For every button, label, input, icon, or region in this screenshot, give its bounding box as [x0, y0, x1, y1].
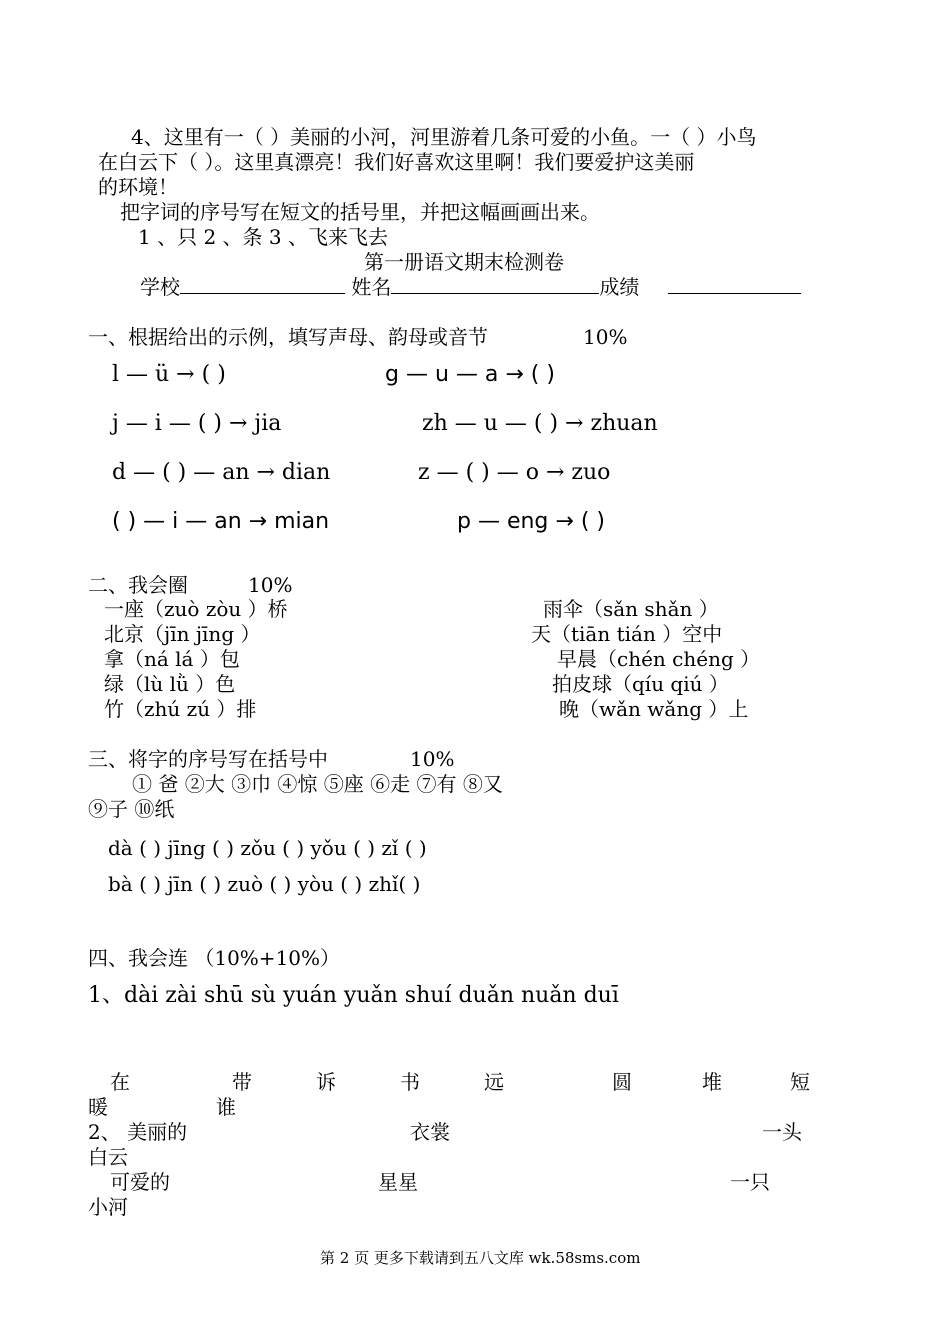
score-blank[interactable]	[668, 275, 801, 294]
section2-right-item: 天（tiān tián ）空中	[531, 622, 723, 646]
section1-row3-right: z — ( ) — o → zuo	[418, 460, 611, 485]
section4-q1-char: 在	[110, 1070, 130, 1094]
exam-title: 第一册语文期末检测卷	[364, 250, 564, 274]
name-blank[interactable]	[391, 275, 599, 294]
section4-q1-char: 短	[790, 1070, 810, 1094]
section1-heading: 一、根据给出的示例，填写声母、韵母或音节	[88, 325, 488, 349]
section4-q1-pinyin: 1、dài zài shū sù yuán yuǎn shuí duǎn nuǎn duī	[88, 983, 619, 1008]
student-info-row	[140, 275, 801, 299]
section1-row1-left: l — ü → ( )	[112, 362, 226, 387]
section4-q2-item: 一头	[762, 1120, 802, 1144]
section4-heading: 四、我会连 （10%+10%）	[88, 946, 341, 970]
section2-left-item: 绿（lù lǜ ）色	[104, 672, 236, 696]
section3-score: 10%	[410, 747, 455, 771]
section1-row2-left: j — i — ( ) → jia	[112, 411, 282, 436]
section2-right-item: 雨伞（sǎn shǎn ）	[543, 597, 719, 621]
section4-q2-item: 白云	[88, 1145, 128, 1169]
passage-line-3: 的环境！	[98, 175, 178, 199]
section2-right-item: 拍皮球（qíu qiú ）	[552, 672, 729, 696]
section2-left-item: 竹（zhú zú ）排	[104, 697, 257, 721]
section2-right-item: 早晨（chén chéng ）	[557, 647, 761, 671]
school-label: 学校	[140, 275, 180, 299]
section4-q1-char: 圆	[612, 1070, 632, 1094]
section1-row4-left: ( ) — i — an → mian	[112, 509, 330, 534]
section4-q2-item: 星星	[378, 1170, 418, 1194]
school-blank[interactable]	[180, 275, 345, 294]
section4-q2-item: 一只	[730, 1170, 770, 1194]
section1-row1-right: g — u — a → ( )	[385, 362, 555, 387]
section4-q1-char: 书	[400, 1070, 420, 1094]
section4-q2-item: 2、 美丽的	[88, 1120, 188, 1144]
page-footer: 第 2 页 更多下载请到五八文库 wk.58sms.com	[320, 1249, 641, 1267]
name-label: 姓名	[351, 275, 392, 299]
section4-q2-item: 衣裳	[410, 1120, 450, 1144]
section4-q1-char: 诉	[316, 1070, 336, 1094]
section2-left-item: 北京（jīn jīng ）	[104, 622, 261, 646]
section4-q1-char: 堆	[702, 1070, 722, 1094]
section3-chars-line1: ① 爸 ②大 ③巾 ④惊 ⑤座 ⑥走 ⑦有 ⑧又	[132, 772, 503, 796]
section4-q1-char: 带	[232, 1070, 252, 1094]
section2-left-item: 一座（zuò zòu ）桥	[104, 597, 288, 621]
score-label: 成绩	[599, 275, 640, 299]
section1-row4-right: p — eng → ( )	[457, 509, 605, 534]
section1-row3-left: d — ( ) — an → dian	[112, 460, 331, 485]
section3-pinyin-row1: dà ( ) jīng ( ) zǒu ( ) yǒu ( ) zǐ ( )	[108, 836, 427, 860]
passage-line-2: 在白云下（ ）。这里真漂亮！我们好喜欢这里啊！我们要爱护这美丽	[98, 150, 695, 174]
section4-q1-char: 暖	[88, 1095, 108, 1119]
section1-row2-right: zh — u — ( ) → zhuan	[422, 411, 658, 436]
section1-score: 10%	[583, 325, 628, 349]
section4-q1-char: 远	[484, 1070, 504, 1094]
section2-heading: 二、我会圈	[88, 573, 188, 597]
passage-line-1: 4、这里有一（ ）美丽的小河，河里游着几条可爱的小鱼。一（ ）小鸟	[131, 125, 757, 149]
section3-heading: 三、将字的序号写在括号中	[88, 747, 328, 771]
section2-right-item: 晚（wǎn wǎng ）上	[559, 697, 749, 721]
passage-options: 1 、只 2 、条 3 、飞来飞去	[138, 225, 388, 249]
section2-left-item: 拿（ná lá ）包	[104, 647, 240, 671]
section4-q1-char: 谁	[216, 1095, 236, 1119]
section3-chars-line2: ⑨子 ⑩纸	[88, 797, 175, 821]
passage-instruction: 把字词的序号写在短文的括号里，并把这幅画画出来。	[120, 200, 600, 224]
section3-pinyin-row2: bà ( ) jīn ( ) zuò ( ) yòu ( ) zhǐ( )	[108, 872, 421, 896]
section4-q2-item: 小河	[88, 1195, 128, 1219]
section2-score: 10%	[248, 573, 293, 597]
section4-q2-item: 可爱的	[110, 1170, 170, 1194]
